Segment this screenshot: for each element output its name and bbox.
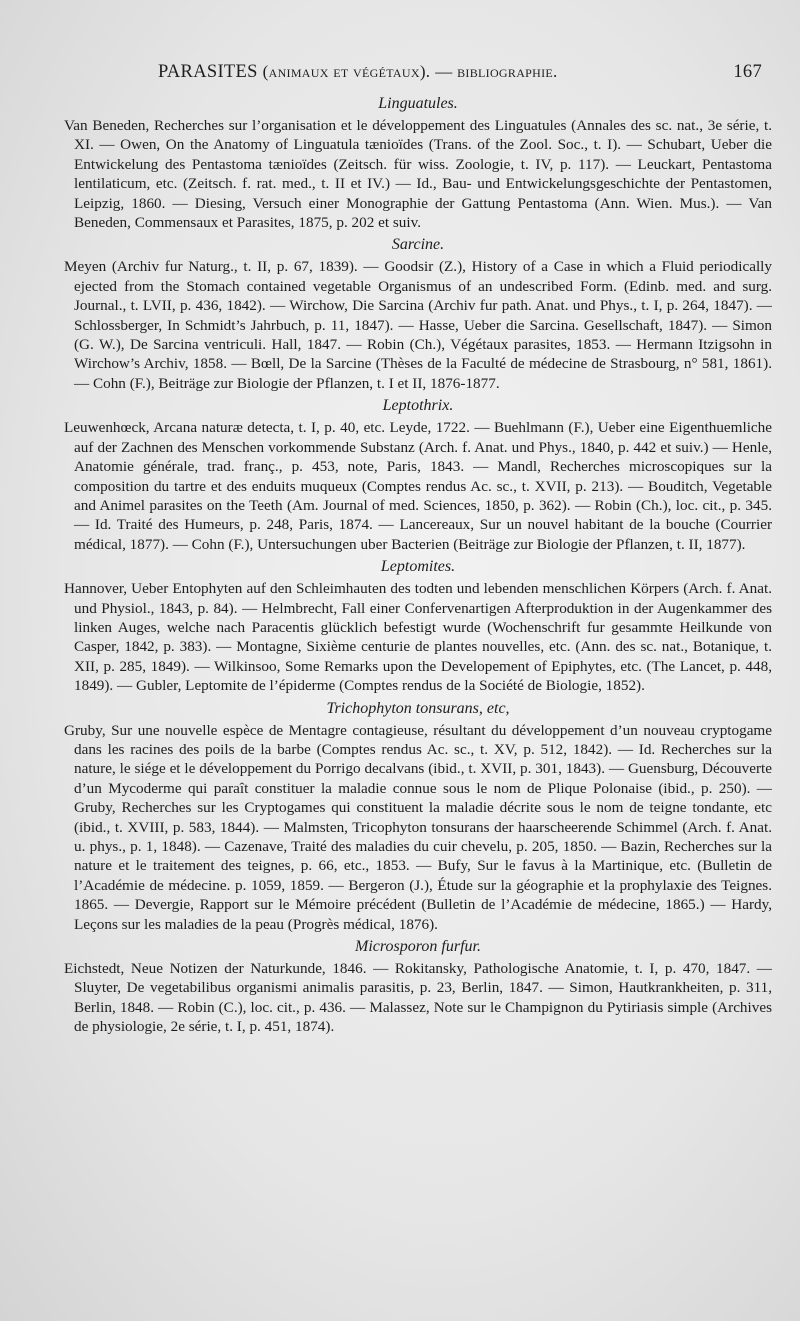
section-title: Sarcine. xyxy=(391,236,445,254)
running-head xyxy=(64,62,772,92)
section-leptothrix xyxy=(64,397,772,554)
page-number: 167 xyxy=(733,62,762,82)
bibliography-paragraph: Meyen (Archiv fur Naturg., t. II, p. 67, 1839). — Goodsir (Z.), History of a Case in which a Fluid periodically ejected from the Stomach contained vegetable Organismus of an undescribed Form. (Edinb. med. and surg. Journal., t. LVII, p. 436, 1842). — Wirchow, Die Sarcina (Archiv fur path. Anat. und Phys., t. I, p. 264, 1847). — Schlossberger, In Schmidt’s Jahrbuch, p. 11, 1847). — Hasse, Ueber die Sarcina. Gesellschaft, 1847). — Simon (G. W.), De Sarcina ventriculi. Hall, 1847. — Robin (Ch.), Végétaux parasites, 1853. — Hermann Itzigsohn in Wirchow’s Archiv, 1858. — Bœll, De la Sarcine (Thèses de la Faculté de médecine de Strasbourg, n° 581, 1861). — Cohn (F.), Beiträge zur Biologie der Pflanzen, t. I et II, 1876-1877. xyxy=(64,258,772,392)
bibliography-paragraph: Hannover, Ueber Entophyten auf den Schleimhauten des todten und lebenden menschlichen Körpers (Arch. f. Anat. und Physiol., 1843, p. 84). — Helmbrecht, Fall einer Confervenartigen Afterproduktion in der Augenkammer des linken Auges, welche nach Paracentis glücklich befestigt wurde (Wochenschrift fur gesammte Heilkunde von Casper, 1842, p. 383). — Montagne, Sixième centurie de plantes nouvelles, etc. (Ann. des sc. nat., Botanique, t. XII, p. 285, 1849). — Wilkinsoo, Some Remarks upon the Developement of Epiphytes, etc. (The Lancet, p. 448, 1849). — Gubler, Leptomite de l’épiderme (Comptes rendus de la Société de Biologie, 1852). xyxy=(64,580,772,695)
running-title xyxy=(158,62,558,83)
section-title: Microsporon furfur. xyxy=(355,938,481,956)
section-title: Trichophyton tonsurans, etc, xyxy=(326,699,510,717)
bibliography-paragraph: Gruby, Sur une nouvelle espèce de Mentagre contagieuse, résultant du développement d’un nouveau cryptogame dans les racines des poils de la barbe (Comptes rendus Ac. sc., t. XV, p. 512, 1842). — Id. Recherches sur la nature, le siége et le développement du Porrigo decalvans (ibid., t. XVII, p. 301, 1843). — Guensburg, Découverte d’un Mycoderme qui paraît constituer la maladie connue sous le nom de Plique Polonaise (ibid., p. 250). — Gruby, Recherches sur les Cryptogames qui constituent la maladie décrite sous le nom de teigne tondante, etc (ibid., t. XVIII, p. 583, 1844). — Malmsten, Tricophyton tonsurans der haarscheerende Schimmel (Arch. f. Anat. u. phys., p. 1, 1848). — Cazenave, Traité des maladies du cuir chevelu, p. 205, 1850. — Bazin, Recherches sur la nature et le traitement des teignes, p. 66, etc., 1853. — Bufy, Sur le favus à la Martinique, etc. (Bulletin de l’Académie de médecine. p. 1059, 1859. — Bergeron (J.), Étude sur la géographie et la prophylaxie des Teignes. 1865. — Devergie, Rapport sur le Mémoire précédent (Bulletin de l’Académie de médecine, 1865.) — Hardy, Leçons sur les maladies de la peau (Progrès médical, 1876). xyxy=(64,721,772,933)
section-title: Leptothrix. xyxy=(382,397,454,415)
section-title: Leptomites. xyxy=(380,558,456,576)
running-title-tail: — bibliographie. xyxy=(435,62,558,81)
bibliography-paragraph: Leuwenhœck, Arcana naturæ detecta, t. I, p. 40, etc. Leyde, 1722. — Buehlmann (F.), Ueber eine Eigenthuemliche auf der Zachnen des Menschen vorkommende Substanz (Arch. f. Anat. und Phys., 1840, p. 442 et suiv.) — Henle, Anatomie générale, trad. franç., p. 453, note, Paris, 1843. — Mandl, Recherches microscopiques sur la composition du tartre et des enduits muqueux (Comptes rendus Ac. sc., t. XVII, p. 213). — Bouditch, Vegetable and Animel parasites on the Teeth (Am. Journal of med. Sciences, 1850, p. 362). — Robin (Ch.), loc. cit., p. 345. — Id. Traité des Humeurs, p. 248, Paris, 1874. — Lancereaux, Sur un nouvel habitant de la bouche (Courrier médical, 1877). — Cohn (F.), Untersuchungen uber Bacterien (Beiträge zur Biologie der Pflanzen, t. II, 1877). xyxy=(64,419,772,553)
running-title-main: PARASITES xyxy=(158,62,258,82)
bibliography-paragraph: Eichstedt, Neue Notizen der Naturkunde, 1846. — Rokitansky, Pathologische Anatomie, t. I, p. 470, 1847. — Sluyter, De vegetabilibus organismi animalis parasitis, p. 23, Berlin, 1847. — Simon, Hautkrankheiten, p. 311, Berlin, 1848. — Robin (C.), loc. cit., p. 436. — Malassez, Note sur le Champignon du Pytiriasis simple (Archives de physiologie, 2e série, t. I, p. 451, 1874). xyxy=(64,960,772,1036)
section-linguatules xyxy=(64,95,772,232)
section-leptomites xyxy=(64,558,772,695)
section-microsporon xyxy=(64,938,772,1037)
section-sarcine xyxy=(64,236,772,393)
running-title-sub: (animaux et végétaux). xyxy=(262,62,431,81)
bibliography-paragraph: Van Beneden, Recherches sur l’organisation et le développement des Linguatules (Annales des sc. nat., 3e série, t. XI. — Owen, On the Anatomy of Linguatula tænioïdes (Trans. of the Zool. Soc., t. I). — Schubart, Ueber die Entwickelung des Pentastoma tænioïdes (Zeitsch. für wiss. Zoologie, t. IV, p. 117). — Leuckart, Pentastoma lentilaticum, etc. (Zeitsch. f. rat. med., t. II et IV.) — Id., Bau- und Entwickelungsgeschichte der Pentastomen, Leipzig, 1860. — Diesing, Versuch einer Monographie der Gattung Pentastoma (Ann. Wien. Mus.). — Van Beneden, Commensaux et Parasites, 1875, p. 202 et suiv. xyxy=(64,117,772,232)
section-trichophyton xyxy=(64,700,772,934)
section-title: Linguatules. xyxy=(378,95,458,112)
